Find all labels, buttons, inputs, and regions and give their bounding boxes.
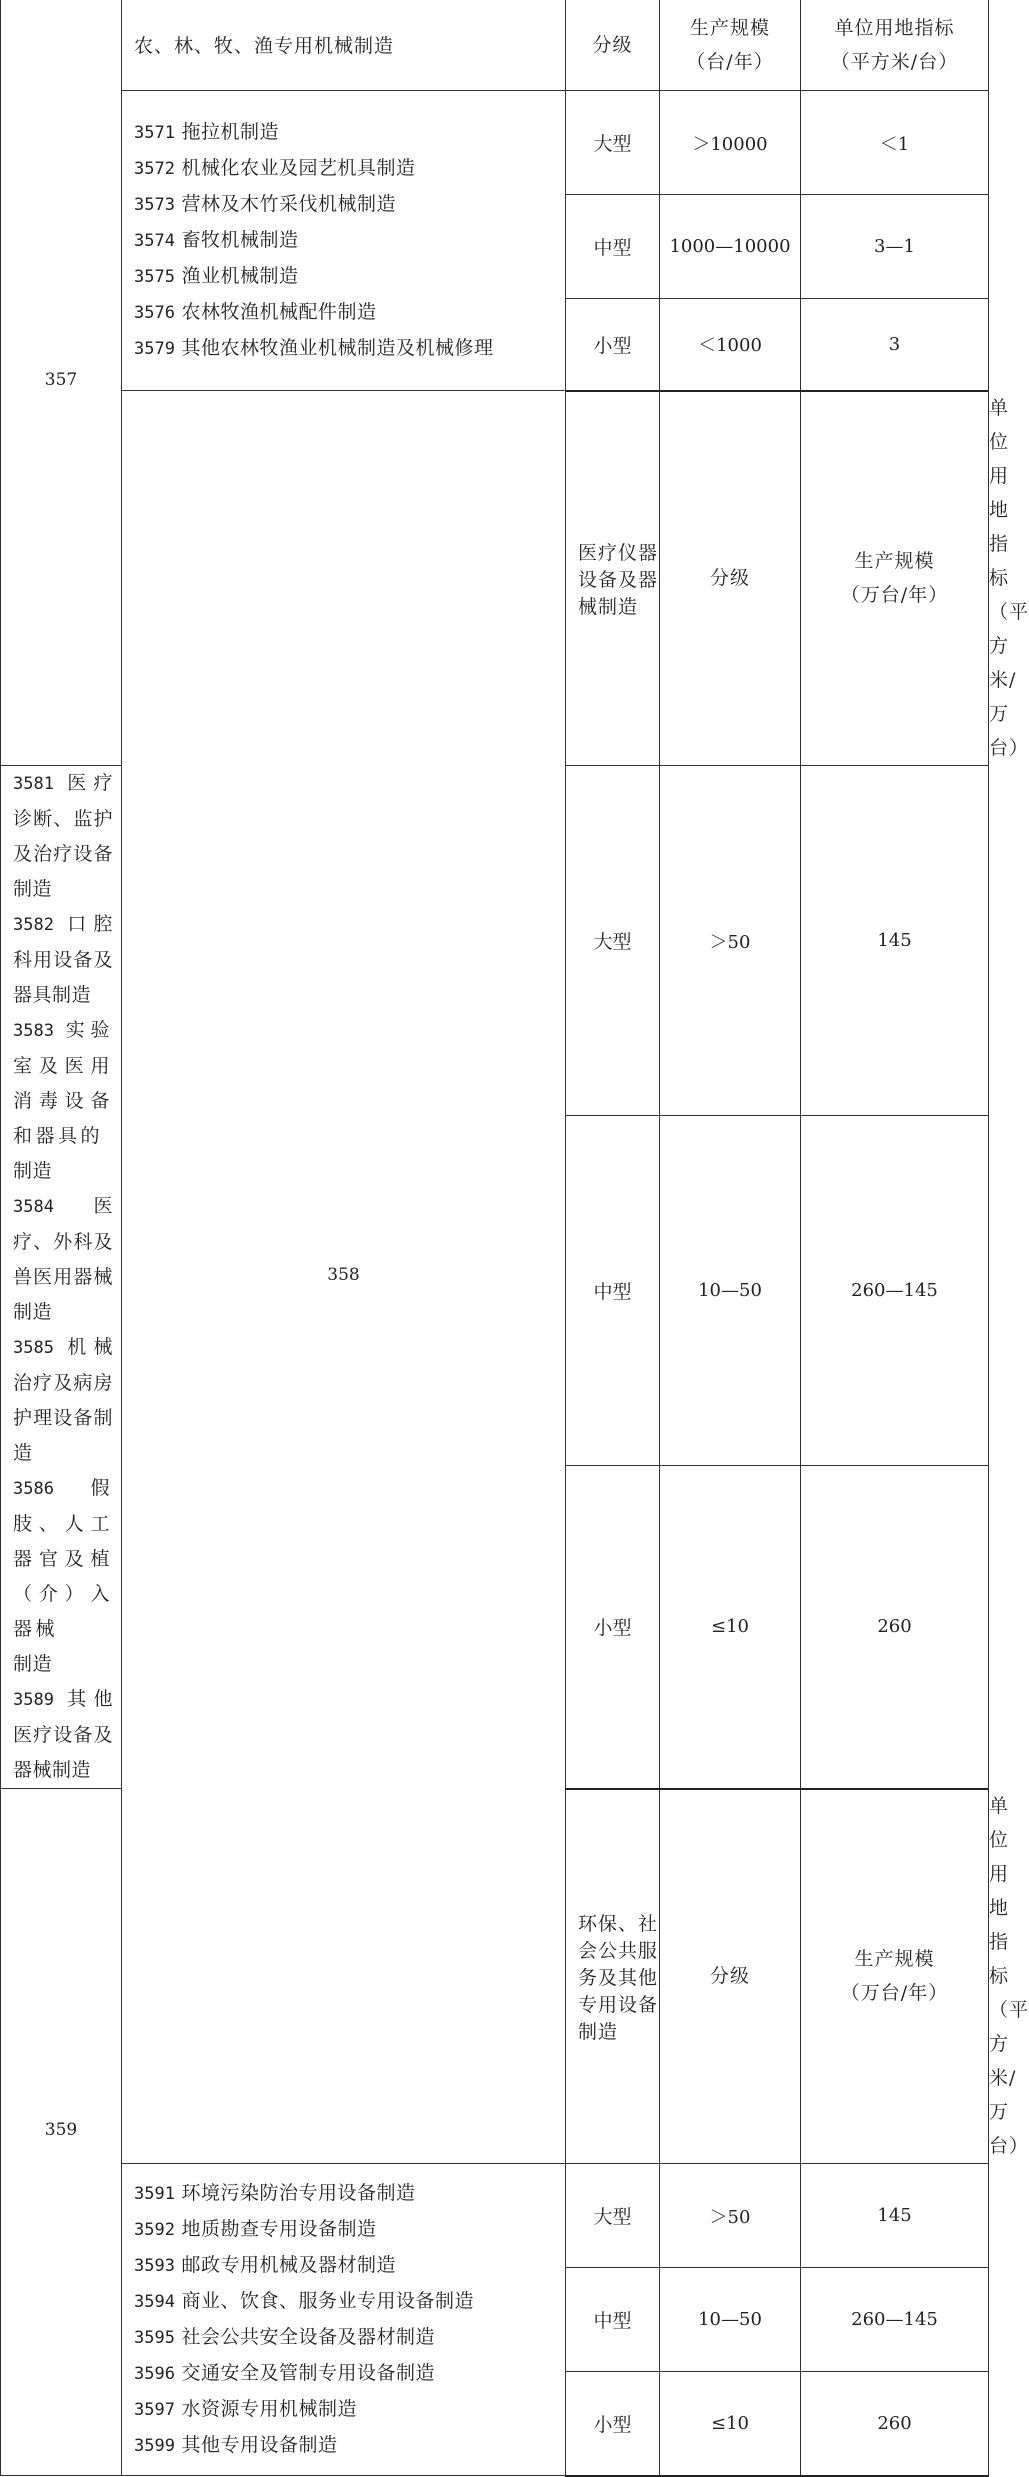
sub-industry-item bbox=[13, 1189, 113, 1330]
scale-value: ＜1000 bbox=[698, 335, 762, 357]
sub-industry-list bbox=[122, 91, 566, 391]
grade-label: 中型 bbox=[593, 237, 632, 259]
sub-industry-code: 3595 bbox=[134, 2327, 175, 2348]
scale-cell bbox=[660, 299, 801, 391]
scale-cell bbox=[660, 195, 801, 299]
sub-industry-item bbox=[134, 223, 557, 259]
grade-cell bbox=[566, 299, 660, 391]
sub-industry-name: 社会公共安全设备及器材制造 bbox=[181, 2325, 436, 2348]
sub-industry-item bbox=[13, 1471, 113, 1647]
sub-industry-item bbox=[13, 907, 113, 1013]
sub-industry-code: 3582 bbox=[13, 915, 54, 935]
grade-header-cell bbox=[660, 391, 801, 766]
sub-industry-item bbox=[13, 1682, 113, 1788]
category-code-cell bbox=[1, 0, 122, 766]
category-title-cell bbox=[566, 391, 660, 766]
index-header-cell bbox=[801, 0, 989, 91]
scale-header-line: 生产规模 bbox=[854, 1948, 935, 1971]
sub-industry-code: 3573 bbox=[134, 194, 175, 215]
index-value: ＜1 bbox=[879, 133, 910, 155]
sub-industry-name: 医疗、外科及兽医用器械制造 bbox=[13, 1195, 113, 1323]
sub-industry-name: 其他农林牧渔业机械制造及机械修理 bbox=[181, 336, 494, 359]
index-cell bbox=[801, 2164, 989, 2268]
sub-industry-name: 地质勘查专用设备制造 bbox=[181, 2217, 377, 2240]
sub-industry-code: 3586 bbox=[13, 1479, 54, 1499]
sub-industry-name: 医疗诊断、监护及治疗设备制造 bbox=[13, 772, 113, 900]
index-cell bbox=[801, 766, 989, 1116]
sub-industry-code: 3574 bbox=[134, 230, 175, 251]
index-cell bbox=[801, 2268, 989, 2372]
sub-industry-item bbox=[134, 151, 557, 187]
category-code: 359 bbox=[44, 2120, 78, 2140]
index-value: 260 bbox=[877, 2412, 912, 2434]
index-value: 260—145 bbox=[851, 1280, 938, 1302]
sub-industry-item bbox=[134, 2212, 557, 2248]
grade-header: 分级 bbox=[592, 33, 633, 56]
sub-industry-item bbox=[134, 331, 557, 367]
grade-label: 中型 bbox=[593, 1281, 632, 1304]
sub-industry-name: 其他专用设备制造 bbox=[181, 2433, 338, 2456]
index-cell bbox=[801, 299, 989, 391]
index-cell bbox=[801, 2372, 989, 2476]
grade-label: 大型 bbox=[593, 133, 632, 155]
index-value: 260—145 bbox=[851, 2309, 938, 2330]
sub-industry-code: 3592 bbox=[134, 2219, 175, 2240]
category-title-cell bbox=[122, 0, 566, 91]
sub-industry-item bbox=[134, 2176, 557, 2212]
sub-industry-name: 拖拉机制造 bbox=[181, 120, 280, 143]
sub-industry-item bbox=[134, 2320, 557, 2356]
sub-industry-name: 口腔科用设备及器具制造 bbox=[13, 913, 113, 1006]
grade-label: 大型 bbox=[593, 2206, 632, 2228]
grade-cell bbox=[566, 195, 660, 299]
sub-industry-item bbox=[134, 2392, 557, 2428]
scale-value: 10—50 bbox=[698, 1280, 762, 1302]
sub-industry-item bbox=[134, 2248, 557, 2284]
sub-industry-code: 3589 bbox=[13, 1690, 54, 1710]
scale-cell bbox=[660, 2164, 801, 2268]
category-title: 医疗仪器设备及器械制造 bbox=[578, 541, 659, 618]
sub-industry-item bbox=[134, 2356, 557, 2392]
scale-header-unit: （台/年） bbox=[686, 50, 774, 73]
sub-industry-code: 3576 bbox=[134, 302, 175, 323]
sub-industry-name: 环境污染防治专用设备制造 bbox=[181, 2181, 416, 2204]
scale-header-cell bbox=[660, 0, 801, 91]
category-title: 农、林、牧、渔专用机械制造 bbox=[134, 35, 395, 57]
sub-industry-item bbox=[13, 1330, 113, 1471]
index-header-line: 单位用地指标 bbox=[834, 16, 955, 39]
section-header-row: 359 环保、社会公共服务及其他专用设备制造 分级 生产规模 （万台/年） 单位用地指标 （平方米/万台） bbox=[1, 1789, 989, 2164]
index-cell bbox=[801, 91, 989, 195]
grade-header: 分级 bbox=[709, 1965, 750, 1988]
sub-industry-name: 机械治疗及病房护理设备制造 bbox=[13, 1336, 113, 1464]
scale-header-line: 生产规模 bbox=[689, 16, 770, 39]
sub-industry-code: 3583 bbox=[13, 1021, 54, 1041]
scale-header-line: 生产规模 bbox=[854, 550, 935, 573]
scale-value: ＞10000 bbox=[692, 133, 768, 155]
sub-industry-item bbox=[13, 1013, 113, 1154]
index-header-unit: （平方米/台） bbox=[830, 50, 959, 73]
grade-label: 大型 bbox=[593, 931, 632, 954]
sub-industry-item bbox=[134, 2428, 557, 2464]
sub-industry-code: 3599 bbox=[134, 2435, 175, 2456]
sub-industry-code: 3593 bbox=[134, 2255, 175, 2276]
category-code: 358 bbox=[327, 1265, 360, 1285]
category-code-cell bbox=[122, 391, 566, 2164]
grade-header: 分级 bbox=[709, 567, 750, 590]
sub-industry-item bbox=[134, 187, 557, 223]
scale-cell bbox=[660, 2372, 801, 2476]
section-header-row bbox=[1, 0, 989, 91]
sub-industry-code: 3579 bbox=[134, 338, 175, 359]
grade-label: 小型 bbox=[593, 334, 632, 357]
scale-value: ＞50 bbox=[709, 931, 751, 953]
index-value: 260 bbox=[877, 1616, 912, 1638]
sub-industry-name: 其他医疗设备及器械制造 bbox=[13, 1688, 113, 1781]
sub-industry-name: 水资源专用机械制造 bbox=[181, 2397, 358, 2420]
index-cell bbox=[801, 1116, 989, 1466]
scale-cell bbox=[660, 766, 801, 1116]
grade-row bbox=[1, 91, 989, 195]
grade-row bbox=[1, 2164, 989, 2268]
sub-industry-name: 实验室及医用消毒设备和器具的 bbox=[13, 1019, 113, 1147]
section-header-row: 358 医疗仪器设备及器械制造 分级 生产规模 （万台/年） 单位用地指标 （平方米/万台） bbox=[1, 391, 989, 766]
index-cell bbox=[801, 195, 989, 299]
scale-header-unit: （万台/年） bbox=[840, 1982, 949, 2005]
grade-label: 中型 bbox=[593, 2310, 632, 2332]
sub-industry-item bbox=[13, 766, 113, 907]
sub-industry-name: 渔业机械制造 bbox=[181, 264, 299, 287]
scale-cell bbox=[660, 91, 801, 195]
sub-industry-name: 农林牧渔机械配件制造 bbox=[181, 300, 377, 323]
index-cell bbox=[801, 1466, 989, 1789]
sub-industry-name: 机械化农业及园艺机具制造 bbox=[181, 156, 416, 179]
grade-label: 小型 bbox=[593, 1617, 632, 1640]
sub-industry-item bbox=[134, 2284, 557, 2320]
sub-industry-item bbox=[134, 259, 557, 295]
sub-industry-code: 3597 bbox=[134, 2399, 175, 2420]
sub-industry-name: 畜牧机械制造 bbox=[181, 228, 299, 251]
grade-cell bbox=[566, 766, 660, 1116]
scale-header-cell bbox=[801, 1789, 989, 2164]
sub-industry-code: 3594 bbox=[134, 2291, 175, 2312]
scale-value: ＞50 bbox=[709, 2206, 751, 2228]
grade-label: 小型 bbox=[593, 2413, 632, 2436]
sub-industry-name: 商业、饮食、服务业专用设备制造 bbox=[181, 2289, 475, 2312]
grade-cell bbox=[566, 1466, 660, 1789]
sub-industry-name-continued: 制造 bbox=[13, 1160, 53, 1182]
grade-cell bbox=[566, 2372, 660, 2476]
scale-cell bbox=[660, 2268, 801, 2372]
sub-industry-code: 3575 bbox=[134, 266, 175, 287]
sub-industry-code: 3596 bbox=[134, 2363, 175, 2384]
category-title-cell bbox=[566, 1789, 660, 2164]
sub-industry-name-continued: 制造 bbox=[13, 1653, 53, 1675]
grade-header-cell bbox=[566, 0, 660, 91]
grade-cell bbox=[566, 2164, 660, 2268]
category-code: 357 bbox=[44, 370, 78, 390]
sub-industry-code: 3584 bbox=[13, 1197, 54, 1217]
sub-industry-name: 邮政专用机械及器材制造 bbox=[181, 2253, 397, 2276]
grade-cell bbox=[566, 2268, 660, 2372]
sub-industry-code: 3591 bbox=[134, 2183, 175, 2204]
category-code-cell bbox=[1, 1789, 122, 2476]
sub-industry-list bbox=[122, 2164, 566, 2476]
grade-cell bbox=[566, 91, 660, 195]
scale-value: 10—50 bbox=[698, 2309, 762, 2330]
scale-value: ≤10 bbox=[711, 2412, 749, 2434]
scale-header-cell bbox=[801, 391, 989, 766]
sub-industry-name: 交通安全及管制专用设备制造 bbox=[181, 2361, 436, 2384]
grade-header-cell bbox=[660, 1789, 801, 2164]
sub-industry-code: 3572 bbox=[134, 158, 175, 179]
scale-value: 1000—10000 bbox=[669, 236, 791, 257]
index-value: 3 bbox=[888, 333, 901, 355]
index-value: 3—1 bbox=[874, 236, 915, 257]
sub-industry-name: 假肢、人工器官及植（介）入器械 bbox=[13, 1477, 113, 1640]
scale-cell bbox=[660, 1116, 801, 1466]
category-title: 环保、社会公共服务及其他专用设备制造 bbox=[578, 1912, 659, 2043]
scale-cell bbox=[660, 1466, 801, 1789]
sub-industry-code: 3571 bbox=[134, 122, 175, 143]
index-value: 145 bbox=[877, 930, 912, 952]
grade-cell bbox=[566, 1116, 660, 1466]
sub-industry-item bbox=[134, 295, 557, 331]
index-value: 145 bbox=[877, 2205, 912, 2226]
scale-header-unit: （万台/年） bbox=[840, 584, 949, 607]
sub-industry-list bbox=[1, 766, 122, 1789]
sub-industry-code: 3585 bbox=[13, 1338, 54, 1358]
sub-industry-name: 营林及木竹采伐机械制造 bbox=[181, 192, 397, 215]
sub-industry-item bbox=[134, 115, 557, 151]
scale-value: ≤10 bbox=[711, 1616, 749, 1638]
sub-industry-code: 3581 bbox=[13, 774, 54, 794]
